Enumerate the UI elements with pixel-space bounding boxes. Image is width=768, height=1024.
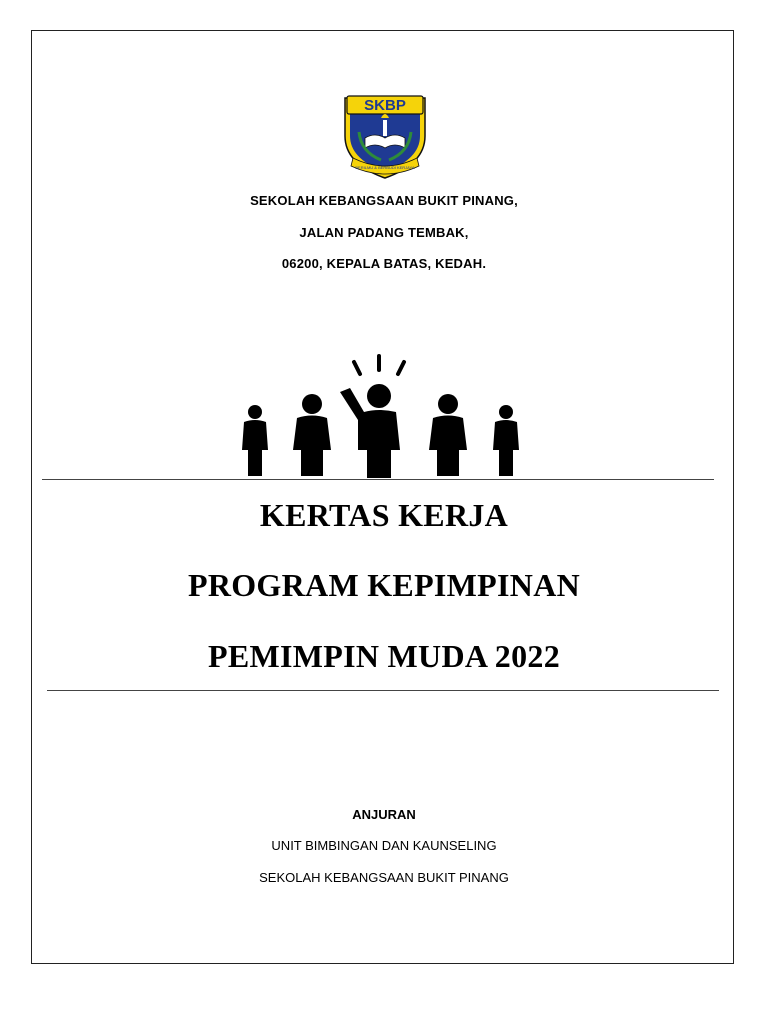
organizer-unit: UNIT BIMBINGAN DAN KAUNSELING [271, 838, 497, 853]
school-name-line: SEKOLAH KEBANGSAAN BUKIT PINANG, [250, 193, 518, 208]
crest-letters: SKBP [364, 97, 406, 114]
top-divider [42, 479, 714, 480]
title-line-2: PROGRAM KEPIMPINAN [187, 567, 581, 603]
school-crest-logo [337, 88, 433, 180]
title-line-3: PEMIMPIN MUDA 2022 [207, 638, 561, 674]
title-line-1: KERTAS KERJA [259, 497, 509, 533]
address-postcode-line: 06200, KEPALA BATAS, KEDAH. [281, 256, 487, 271]
bottom-divider [47, 690, 719, 691]
address-street-line: JALAN PADANG TEMBAK, [299, 225, 469, 240]
leadership-people-icon [230, 350, 530, 482]
organizer-school: SEKOLAH KEBANGSAAN BUKIT PINANG [259, 870, 509, 885]
crest-motto: BERILMU & BERBUDI KERJAYA [355, 165, 415, 170]
organizer-heading: ANJURAN [352, 807, 416, 822]
